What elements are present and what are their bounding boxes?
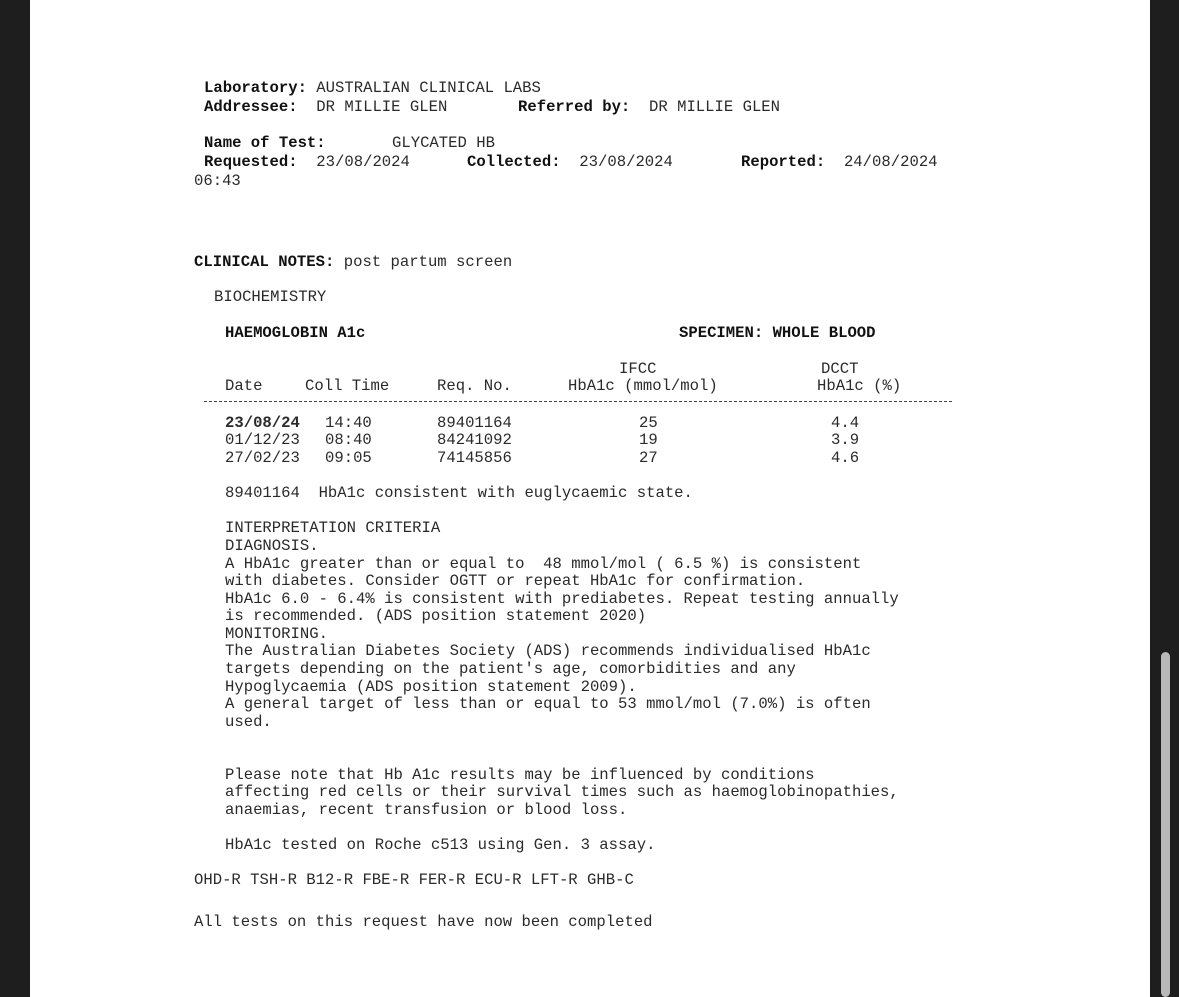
interpretation-line: targets depending on the patient's age, comorbidities and any [225,660,796,678]
reported-time: 06:43 [194,172,241,190]
reported-label: Reported: [741,153,826,171]
column-header-coll-time: Coll Time [305,377,390,395]
scrollbar-thumb[interactable] [1161,652,1170,997]
row-dcct: 4.6 [831,449,860,467]
method-note: HbA1c tested on Roche c513 using Gen. 3 assay. [225,836,656,854]
row-date: 23/08/24 [225,414,300,432]
row-date: 01/12/23 [225,431,300,449]
interpretation-line: INTERPRETATION CRITERIA [225,519,441,537]
test-name-label: Name of Test: [204,134,326,152]
interpretation-line: DIAGNOSIS. [225,537,319,555]
interpretation-line: The Australian Diabetes Society (ADS) recommends individualised HbA1c [225,642,871,660]
collected-value: 23/08/2024 [579,153,673,171]
row-date: 27/02/23 [225,449,300,467]
requested-label: Requested: [204,153,298,171]
row-ifcc: 19 [639,431,658,449]
addressee-line [204,98,447,116]
row-ifcc: 27 [639,449,658,467]
interpretation-line: A HbA1c greater than or equal to 48 mmol/mol ( 6.5 %) is consistent [225,555,862,573]
laboratory-label: Laboratory: [204,79,307,97]
addressee-label: Addressee: [204,98,298,116]
completion-status: All tests on this request have now been completed [194,913,653,931]
table-divider [204,401,952,402]
ifcc-header-top: IFCC [619,360,657,378]
interpretation-line: HbA1c 6.0 - 6.4% is consistent with prediabetes. Repeat testing annually [225,590,899,608]
laboratory-line [204,79,541,97]
column-header-date: Date [225,377,263,395]
test-name-line [204,134,326,152]
row-req-no: 74145856 [437,449,512,467]
column-header-ifcc: HbA1c (mmol/mol) [568,377,718,395]
row-req-no: 84241092 [437,431,512,449]
referred-value: DR MILLIE GLEN [649,98,781,116]
interpretation-line: with diabetes. Consider OGTT or repeat HbA1c for confirmation. [225,572,806,590]
left-margin [0,0,30,997]
collected-label: Collected: [467,153,561,171]
row-req-no: 89401164 [437,414,512,432]
referred-by [518,98,780,116]
specimen-label: SPECIMEN: WHOLE BLOOD [679,324,876,342]
clinical-notes [194,253,512,271]
result-comment: 89401164 HbA1c consistent with euglycaemic state. [225,484,693,502]
row-time: 14:40 [325,414,372,432]
interpretation-line: used. [225,713,272,731]
row-dcct: 4.4 [831,414,860,432]
laboratory-value: AUSTRALIAN CLINICAL LABS [316,79,541,97]
interpretation-line: MONITORING. [225,625,328,643]
note-line: anaemias, recent transfusion or blood loss. [225,801,628,819]
interpretation-line: Hypoglycaemia (ADS position statement 2009). [225,678,637,696]
requested-line [204,153,410,171]
test-title: HAEMOGLOBIN A1c [225,324,366,342]
interpretation-line: A general target of less than or equal to 53 mmol/mol (7.0%) is often [225,695,871,713]
interpretation-line: is recommended. (ADS position statement 2020) [225,607,647,625]
row-time: 08:40 [325,431,372,449]
referred-label: Referred by: [518,98,631,116]
reported-line [741,153,938,171]
dcct-header-top: DCCT [821,360,859,378]
test-codes: OHD-R TSH-R B12-R FBE-R FER-R ECU-R LFT-R GHB-C [194,871,634,889]
row-time: 09:05 [325,449,372,467]
requested-value: 23/08/2024 [316,153,410,171]
clinical-notes-value: post partum screen [343,253,513,271]
reported-value: 24/08/2024 [843,153,938,171]
row-dcct: 3.9 [831,431,860,449]
test-name-value: GLYCATED HB [392,134,495,152]
collected-line [467,153,673,171]
report-page [30,0,1150,997]
clinical-notes-label: CLINICAL NOTES: [194,253,335,271]
row-ifcc: 25 [639,414,658,432]
column-header-req-no: Req. No. [437,377,512,395]
note-line: affecting red cells or their survival times such as haemoglobinopathies, [225,783,899,801]
addressee-value: DR MILLIE GLEN [316,98,448,116]
column-header-dcct: HbA1c (%) [817,377,902,395]
note-line: Please note that Hb A1c results may be influenced by conditions [225,766,815,784]
section-heading: BIOCHEMISTRY [214,288,327,306]
